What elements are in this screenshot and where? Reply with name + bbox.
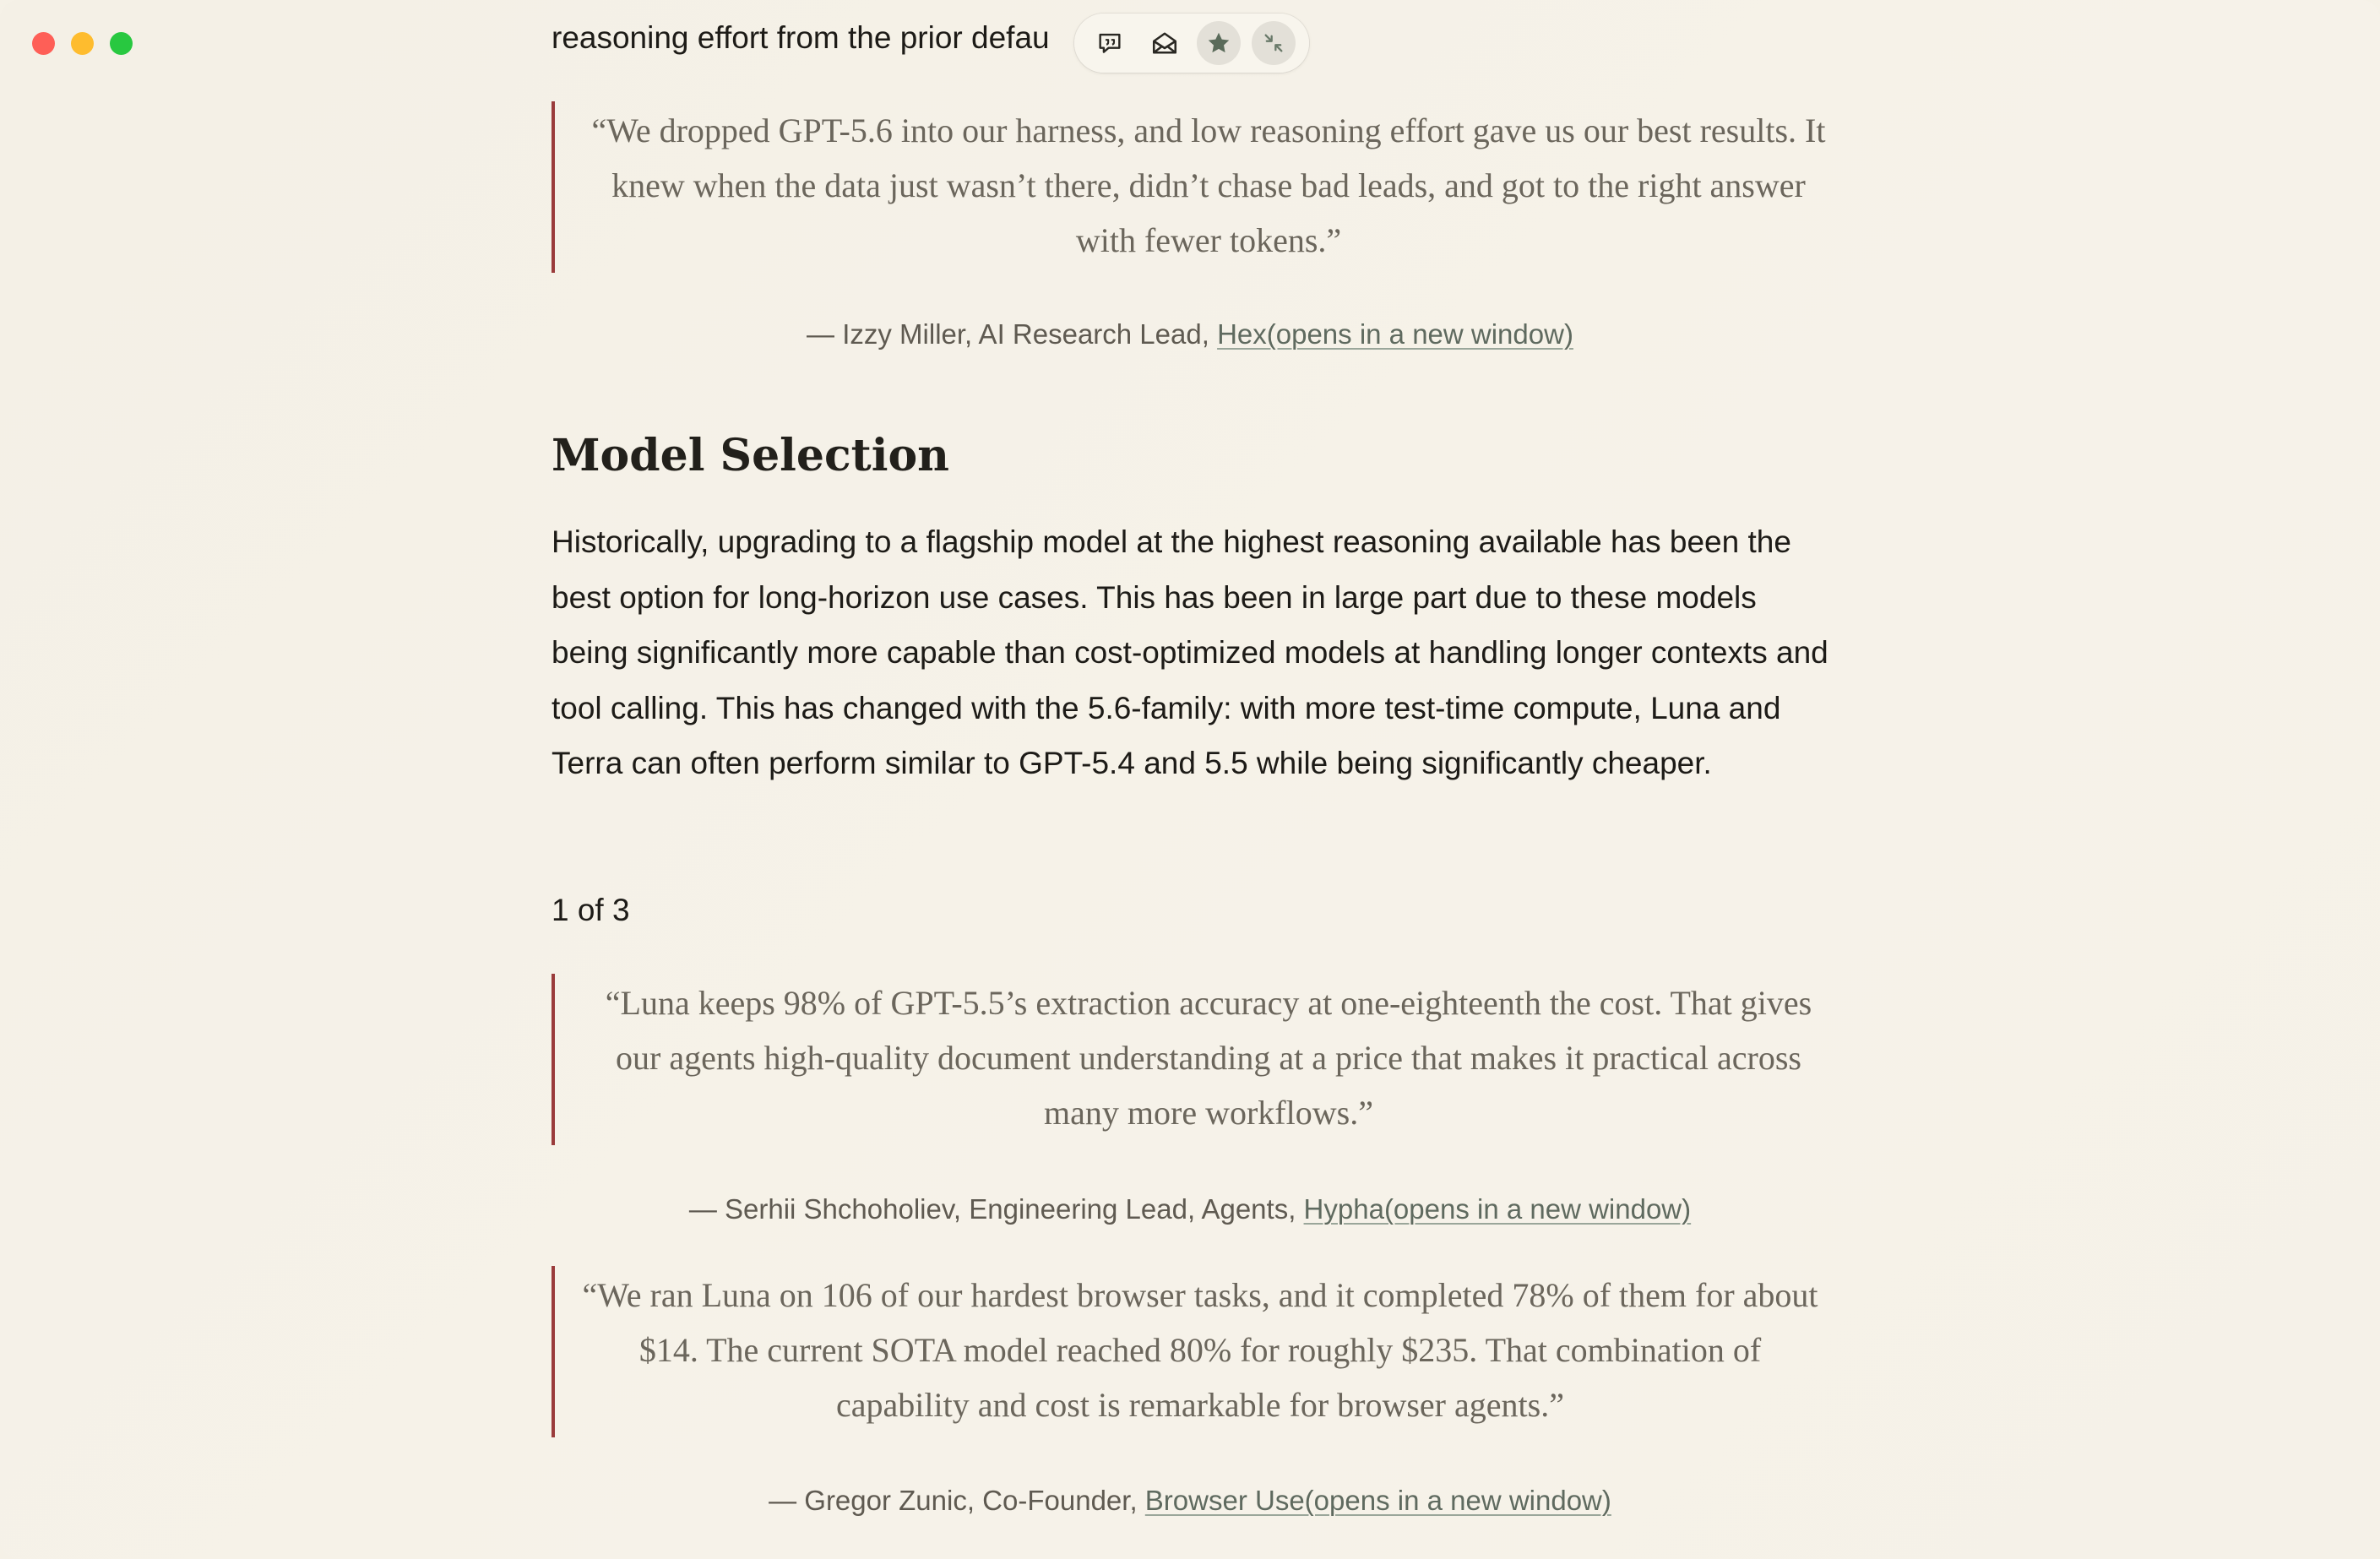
- article-text-fragment: reasoning effort from the prior defau: [552, 20, 1050, 55]
- hex-link[interactable]: Hex(opens in a new window): [1217, 318, 1573, 350]
- collapse-button[interactable]: [1252, 21, 1296, 65]
- quote-attribution: [552, 316, 1828, 353]
- collapse-arrows-icon: [1262, 31, 1285, 55]
- floating-toolbar: [1074, 14, 1309, 73]
- favorite-button[interactable]: [1197, 21, 1241, 65]
- attribution-text: — Gregor Zunic, Co-Founder,: [769, 1485, 1145, 1516]
- zoom-window-button[interactable]: [110, 32, 133, 55]
- email-button[interactable]: [1143, 21, 1187, 65]
- attribution-text: — Serhii Shchoholiev, Engineering Lead, Agents,: [688, 1193, 1304, 1225]
- quote-text: “We ran Luna on 106 of our hardest browser tasks, and it completed 78% of them for about $14. The current SOTA model reached 80% for roughly $235. That combination of capability and cost is remarkable for browser agents.”: [582, 1276, 1818, 1424]
- hypha-link[interactable]: Hypha(opens in a new window): [1303, 1193, 1692, 1225]
- envelope-open-icon: [1149, 28, 1180, 58]
- window-controls: [32, 32, 133, 55]
- minimize-window-button[interactable]: [71, 32, 94, 55]
- pull-quote: [552, 974, 1828, 1145]
- star-icon: [1205, 30, 1232, 57]
- browser-use-link[interactable]: Browser Use(opens in a new window): [1144, 1485, 1611, 1516]
- attribution-text: — Izzy Miller, AI Research Lead,: [807, 318, 1218, 350]
- chat-quote-icon: [1095, 29, 1124, 57]
- body-paragraph: Historically, upgrading to a flagship model at the highest reasoning available has been the best option for long-horizon use cases. This has been in large part due to these models being significantly more capable than cost-optimized models at handling longer contexts and tool calling. This has changed with the 5.6-family: with more test-time compute, Luna and Terra can often perform similar to GPT-5.4 and 5.5 while being significantly cheaper.: [552, 524, 1828, 781]
- pull-quote: [552, 1266, 1828, 1437]
- quote-text: “We dropped GPT-5.6 into our harness, and low reasoning effort gave us our best results. It knew when the data just wasn’t there, didn’t chase bad leads, and got to the right answer with fewer tokens.”: [591, 111, 1826, 259]
- carousel-counter: 1 of 3: [552, 893, 630, 927]
- section-heading: Model Selection: [552, 430, 949, 481]
- quote-text: “Luna keeps 98% of GPT-5.5’s extraction accuracy at one-eighteenth the cost. That gives our agents high-quality document understanding at a price that makes it practical across many more workflows.”: [605, 984, 1812, 1132]
- quote-attribution: [552, 1191, 1828, 1228]
- close-window-button[interactable]: [32, 32, 55, 55]
- comment-button[interactable]: [1088, 21, 1132, 65]
- pull-quote: [552, 101, 1828, 273]
- quote-attribution: [552, 1482, 1828, 1519]
